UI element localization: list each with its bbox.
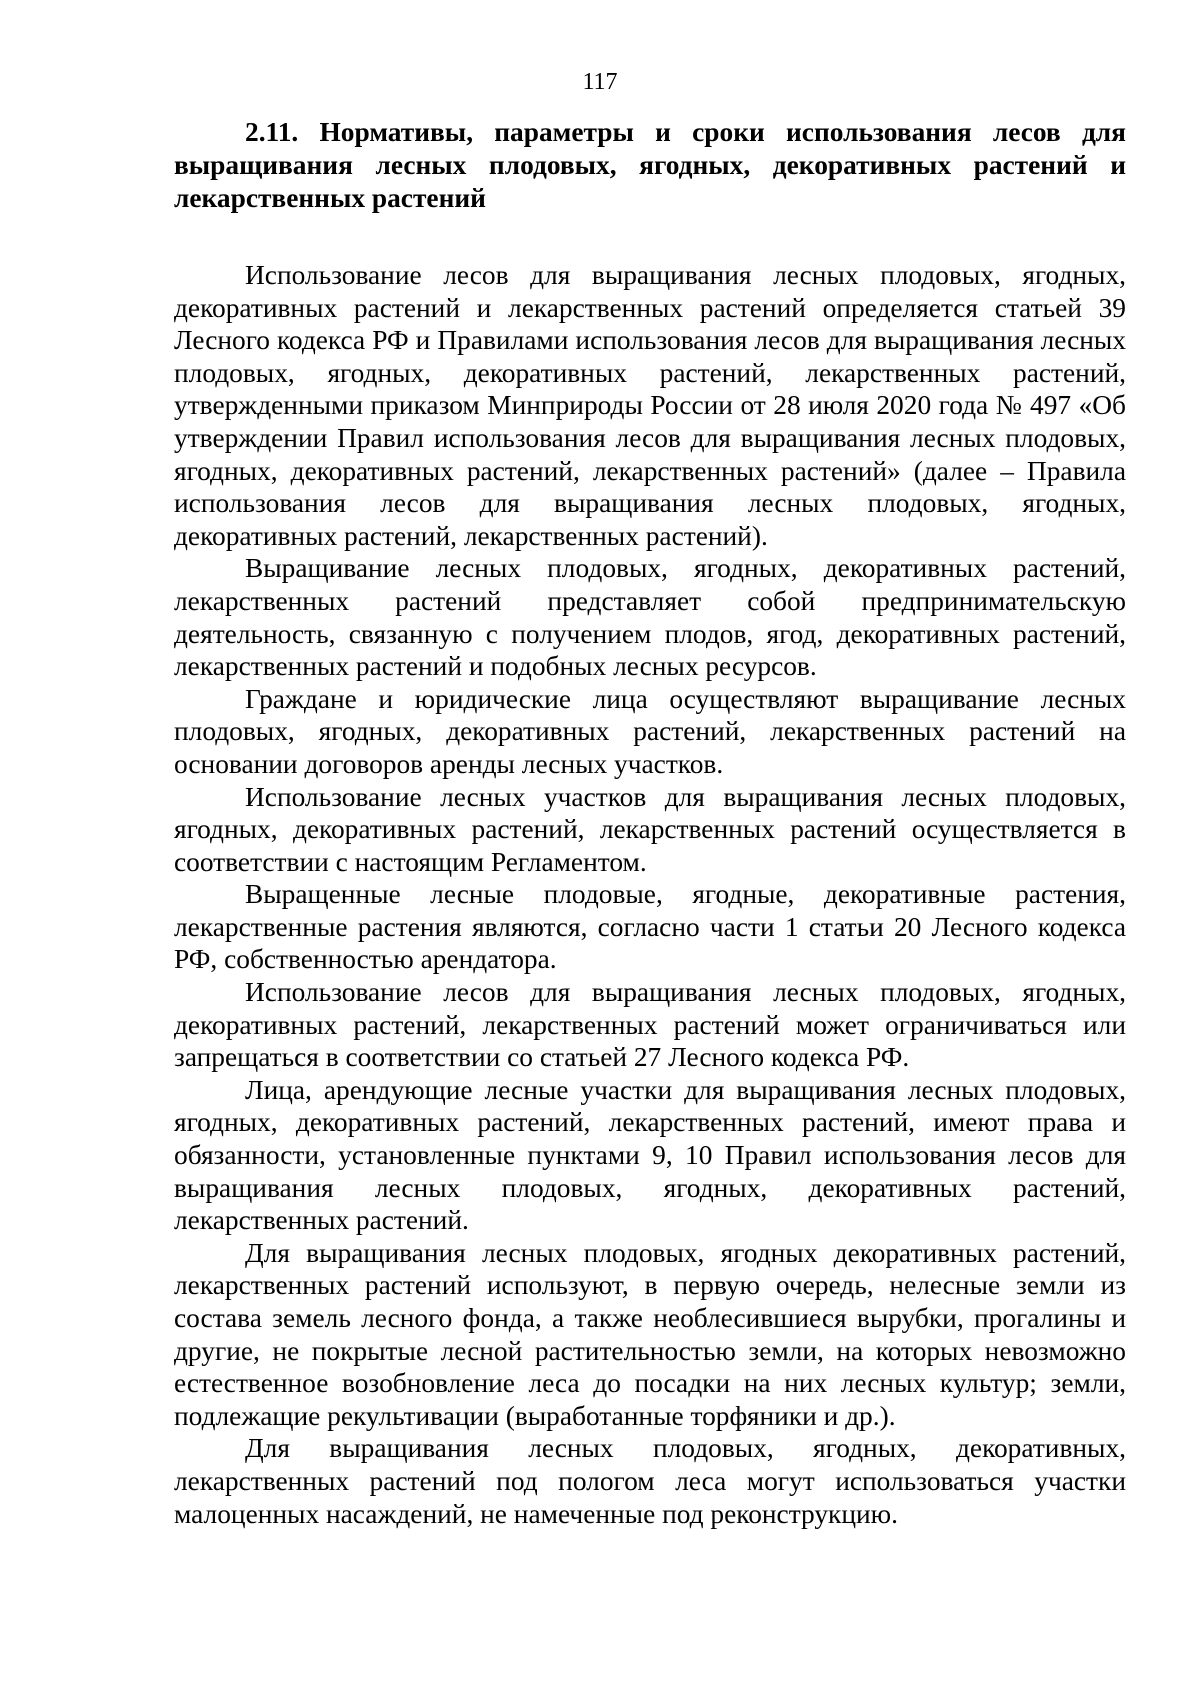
- paragraph: Граждане и юридические лица осуществляют выращивание лесных плодовых, ягодных, декоративных растений, лекарственных растений на основании договоров аренды лесных участков.: [174, 683, 1126, 779]
- paragraph: Выращенные лесные плодовые, ягодные, декоративные растения, лекарственные растения являются, согласно части 1 статьи 20 Лесного кодекса РФ, собственностью арендатора.: [174, 879, 1126, 975]
- page-content: [174, 116, 1126, 1530]
- paragraph: Выращивание лесных плодовых, ягодных, декоративных растений, лекарственных растений представляет собой предпринимательскую деятельность, связанную с получением плодов, ягод, декоративных растений, лекарственных растений и подобных лесных ресурсов.: [174, 553, 1126, 682]
- paragraph: Лица, арендующие лесные участки для выращивания лесных плодовых, ягодных, декоративных растений, лекарственных растений, имеют права и обязанности, установленные пунктами 9, 10 Правил использования лесов для выращивания лесных плодовых, ягодных, декоративных растений, лекарственных растений.: [174, 1074, 1126, 1236]
- paragraph: Использование лесов для выращивания лесных плодовых, ягодных, декоративных растений и лекарственных растений определяется статьей 39 Лесного кодекса РФ и Правилами использования лесов для выращивания лесных плодовых, ягодных, декоративных растений, лекарственных растений, утвержденными приказом Минприроды России от 28 июля 2020 года № 497 «Об утверждении Правил использования лесов для выращивания лесных плодовых, ягодных, декоративных растений, лекарственных растений» (далее – Правила использования лесов для выращивания лесных плодовых, ягодных, декоративных растений, лекарственных растений).: [174, 260, 1126, 551]
- section-title: 2.11. Нормативы, параметры и сроки использования лесов для выращивания лесных плодовых, ягодных, декоративных растений и лекарственных растений: [174, 117, 1126, 213]
- paragraph: Для выращивания лесных плодовых, ягодных, декоративных, лекарственных растений под пологом леса могут использоваться участки малоценных насаждений, не намеченные под реконструкцию.: [174, 1433, 1126, 1529]
- paragraph: Использование лесных участков для выращивания лесных плодовых, ягодных, декоративных растений, лекарственных растений осуществляется в соответствии с настоящим Регламентом.: [174, 781, 1126, 877]
- page-number: 117: [582, 69, 618, 95]
- paragraph: Для выращивания лесных плодовых, ягодных декоративных растений, лекарственных растений используют, в первую очередь, нелесные земли из состава земель лесного фонда, а также необлесившиеся вырубки, прогалины и другие, не покрытые лесной растительностью земли, на которых невозможно естественное возобновление леса до посадки на них лесных культур; земли, подлежащие рекультивации (выработанные торфяники и др.).: [174, 1237, 1126, 1431]
- body-text: [174, 259, 1126, 1530]
- paragraph: Использование лесов для выращивания лесных плодовых, ягодных, декоративных растений, лекарственных растений может ограничиваться или запрещаться в соответствии со статьей 27 Лесного кодекса РФ.: [174, 977, 1126, 1073]
